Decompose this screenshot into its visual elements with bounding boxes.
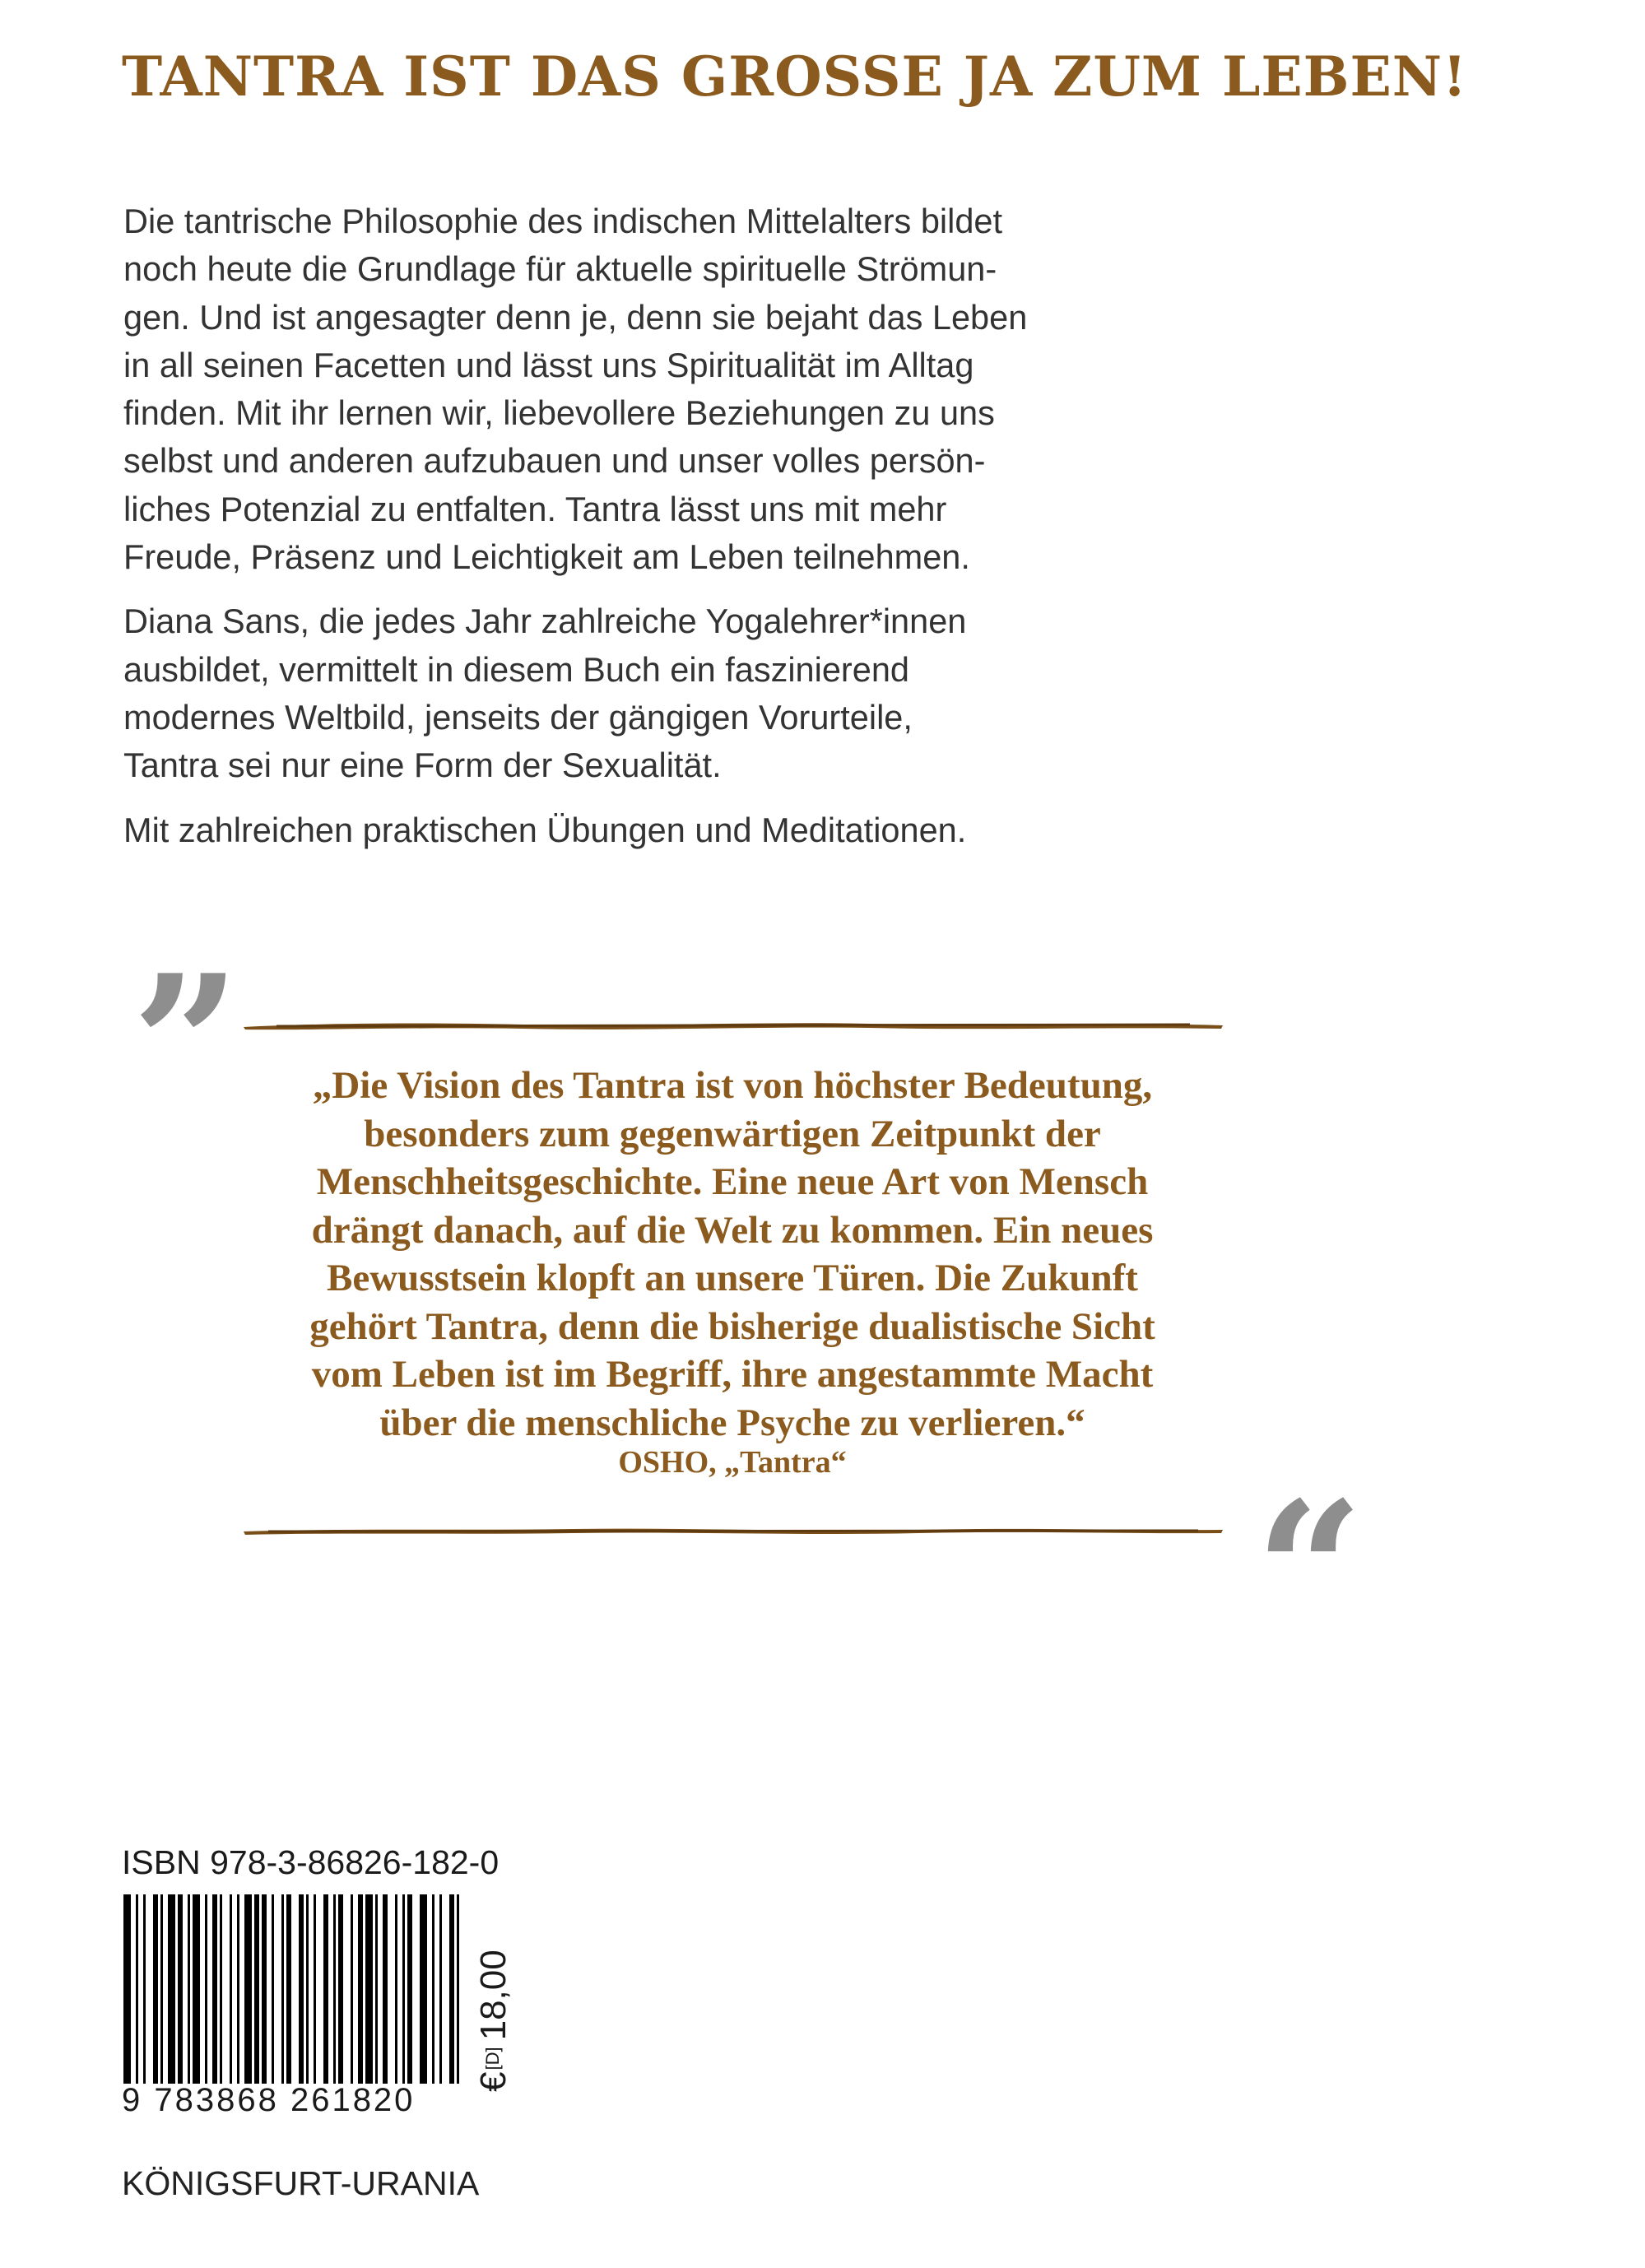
barcode-bar xyxy=(188,1894,190,2084)
barcode-bar xyxy=(168,1894,175,2084)
quote-attribution: OSHO, „Tantra“ xyxy=(618,1445,847,1480)
brush-divider-top xyxy=(244,1017,1223,1035)
barcode-bar xyxy=(262,1894,267,2084)
barcode-bar xyxy=(286,1894,291,2084)
quote-line: Menschheitsgeschichte. Eine neue Art von Mensch xyxy=(316,1160,1149,1203)
text-line: ausbildet, vermittelt in diesem Buch ein faszinierend xyxy=(123,649,909,689)
text-line: modernes Weltbild, jenseits der gängigen Vorurteile, xyxy=(123,697,913,737)
quote-line: besonders zum gegenwärtigen Zeitpunkt der xyxy=(364,1112,1101,1155)
text-line: Die tantrische Philosophie des indischen Mittelalters bildet xyxy=(123,202,1003,240)
barcode-bar xyxy=(358,1894,363,2084)
barcode-bar xyxy=(123,1894,131,2084)
text-line: Freude, Präsenz und Leichtigkeit am Leben teilnehmen. xyxy=(123,537,970,577)
barcode-bar xyxy=(306,1894,309,2084)
price-amount: 18,00 xyxy=(473,1950,513,2041)
barcode-bar xyxy=(220,1894,222,2084)
paragraph-3 xyxy=(123,806,1144,854)
barcode-bar xyxy=(351,1894,353,2084)
barcode-bar xyxy=(244,1894,252,2084)
barcode-bar xyxy=(205,1894,207,2084)
quote-line: Bewusstsein klopft an unsere Türen. Die Zukunft xyxy=(327,1257,1138,1299)
quote-line: gehört Tantra, denn die bisherige dualistische Sicht xyxy=(309,1304,1155,1348)
barcode-bar xyxy=(323,1894,328,2084)
barcode-bar xyxy=(160,1894,163,2084)
barcode-bar xyxy=(153,1894,158,2084)
barcode-bar xyxy=(383,1894,388,2084)
paragraph-2 xyxy=(123,597,1144,789)
price-label xyxy=(473,1894,531,2141)
barcode-bar xyxy=(299,1894,304,2084)
barcode-bar xyxy=(457,1894,459,2084)
testimonial-quote xyxy=(247,1062,1218,1447)
barcode-bar xyxy=(193,1894,200,2084)
barcode-bar xyxy=(439,1894,442,2084)
text-line: selbst und anderen aufzubauen und unser volles persön- xyxy=(123,441,986,481)
headline: TANTRA IST DAS GROSSE JA ZUM LEBEN! xyxy=(122,44,1468,109)
barcode-bar xyxy=(212,1894,217,2084)
barcode-bar xyxy=(178,1894,183,2084)
quote-line: „Die Vision des Tantra ist von höchster Bedeutung, xyxy=(312,1064,1153,1107)
text-line: noch heute die Grundlage für aktuelle spirituelle Strömun- xyxy=(123,249,997,289)
barcode-bar xyxy=(420,1894,427,2084)
open-quote-icon: ” xyxy=(132,934,241,1156)
text-line: in all seinen Facetten und lässt uns Spiritualität im Alltag xyxy=(123,345,974,384)
barcode-bar xyxy=(281,1894,284,2084)
barcode-bar xyxy=(338,1894,343,2084)
barcode-bar xyxy=(449,1894,454,2084)
text-line: liches Potenzial zu entfalten. Tantra lässt uns mit mehr xyxy=(123,489,947,528)
barcode-bar xyxy=(432,1894,434,2084)
barcode-bar xyxy=(395,1894,397,2084)
text-line: gen. Und ist angesagter denn je, denn sie bejaht das Leben xyxy=(123,297,1028,337)
barcode-bar xyxy=(402,1894,405,2084)
price-text xyxy=(473,1950,514,2092)
barcode-bar xyxy=(237,1894,239,2084)
text-line: Mit zahlreichen praktischen Übungen und Meditationen. xyxy=(123,810,967,849)
barcode-bar xyxy=(365,1894,373,2084)
barcode-bar xyxy=(254,1894,259,2084)
barcode-bar xyxy=(272,1894,274,2084)
barcode-digits: 9 783868 261820 xyxy=(122,2082,416,2118)
brush-divider-bottom xyxy=(244,1522,1223,1541)
paragraph-1 xyxy=(123,198,1144,581)
close-quote-icon: “ xyxy=(1255,1461,1364,1683)
price-country-code: [D] xyxy=(482,2047,503,2070)
publisher-name: KÖNIGSFURT-URANIA xyxy=(122,2164,480,2202)
barcode-bar xyxy=(136,1894,138,2084)
quote-line: über die menschliche Psyche zu verlieren.“ xyxy=(379,1401,1085,1444)
barcode-bar xyxy=(314,1894,316,2084)
barcode-bar xyxy=(333,1894,336,2084)
barcode-bar xyxy=(230,1894,232,2084)
text-line: finden. Mit ihr lernen wir, liebevollere Beziehungen zu uns xyxy=(123,393,995,433)
barcode-bar xyxy=(375,1894,378,2084)
price-currency: € xyxy=(473,2071,513,2092)
text-line: Tantra sei nur eine Form der Sexualität. xyxy=(123,746,722,785)
quote-line: vom Leben ist im Begriff, ihre angestammte Macht xyxy=(311,1353,1154,1396)
barcode-bar xyxy=(407,1894,412,2084)
quote-line: drängt danach, auf die Welt zu kommen. Ein neues xyxy=(311,1208,1154,1252)
text-line: Diana Sans, die jedes Jahr zahlreiche Yogalehrer*innen xyxy=(123,602,967,641)
blurb xyxy=(123,198,1144,871)
isbn-number: ISBN 978-3-86826-182-0 xyxy=(122,1843,500,1881)
barcode-bar xyxy=(143,1894,146,2084)
